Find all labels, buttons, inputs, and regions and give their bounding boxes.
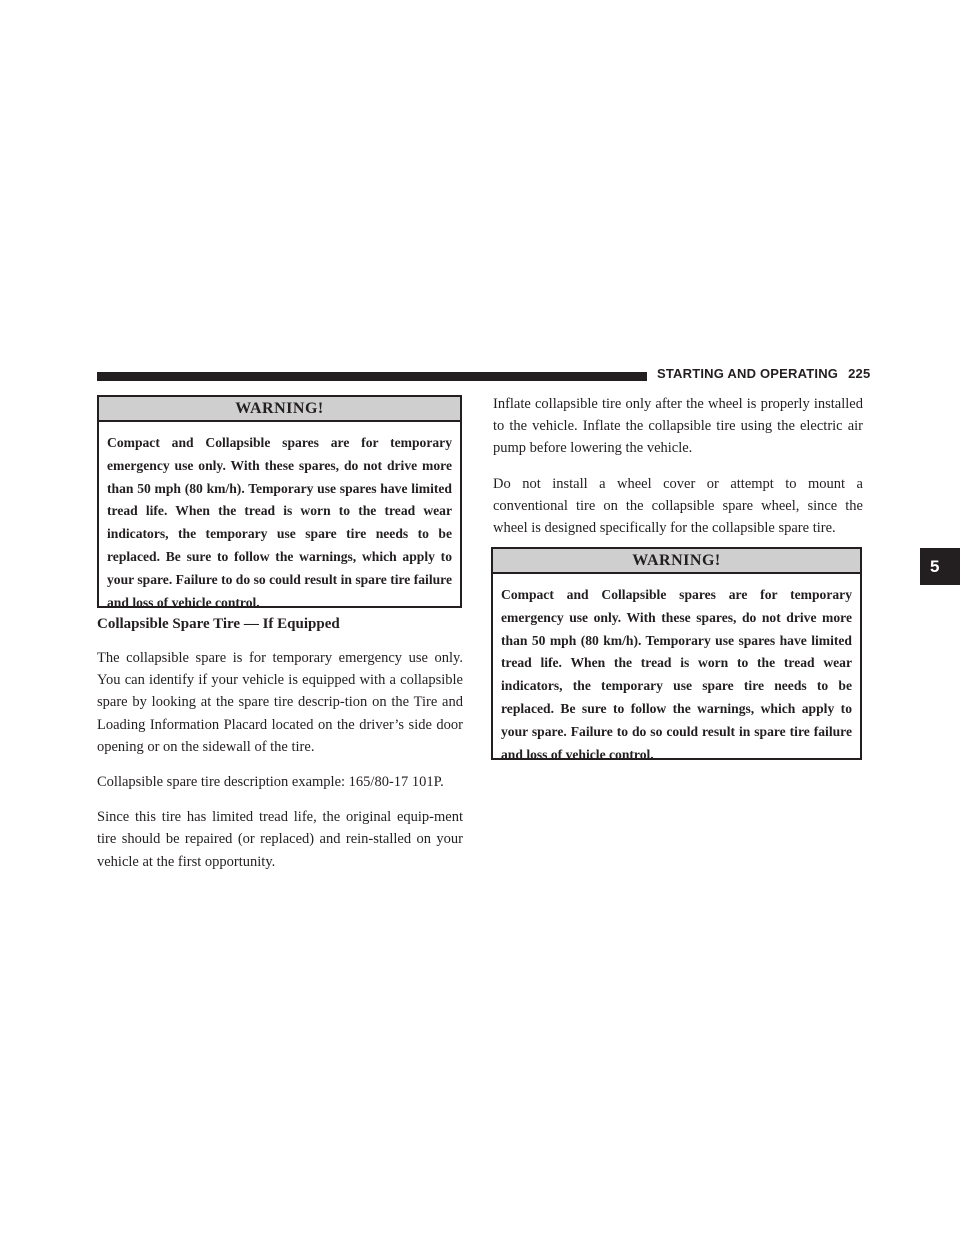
page-number: 225 — [848, 366, 871, 381]
header-rule — [97, 372, 647, 381]
warning-box-2 — [491, 547, 862, 760]
warning-box-1 — [97, 395, 462, 608]
chapter-number: 5 — [930, 556, 940, 576]
right-column — [493, 393, 863, 552]
running-header — [657, 366, 870, 381]
paragraph: Inflate collapsible tire only after the wheel is properly installed to the vehicle. Inflate the collapsible tire using the electric air pump before lowering the vehicle. — [493, 396, 863, 457]
warning-title: WARNING! — [99, 397, 460, 422]
section-heading: Collapsible Spare Tire — If Equipped — [97, 616, 340, 632]
chapter-tab — [920, 548, 960, 585]
warning-text: Compact and Collapsible spares are for temporary emergency use only. With these spares, do not drive more than 50 mph (80 km/h). Temporary use spares have limited tread life. When the tread is worn to the tread wear indicators, the temporary use spare tire needs to be replaced. Be sure to follow the warnings, which apply to your spare. Failure to do so could result in spare tire failure and loss of vehicle control. — [501, 587, 852, 762]
paragraph: Do not install a wheel cover or attempt to mount a conventional tire on the collapsible spare wheel, since the wheel is designed specifically for the collapsible spare tire. — [493, 475, 863, 537]
paragraph: Since this tire has limited tread life, the original equip-ment tire should be repaired (or replaced) and rein-stalled on your vehicle at the first opportunity. — [97, 809, 463, 870]
section-title: STARTING AND OPERATING — [657, 366, 839, 381]
left-column — [97, 614, 463, 886]
warning-text: Compact and Collapsible spares are for temporary emergency use only. With these spares, do not drive more than 50 mph (80 km/h). Temporary use spares have limited tread life. When the tread is worn to the tread wear indicators, the temporary use spare tire needs to be replaced. Be sure to follow the warnings, which apply to your spare. Failure to do so could result in spare tire failure and loss of vehicle control. — [107, 435, 452, 610]
warning-title: WARNING! — [493, 549, 860, 574]
paragraph: The collapsible spare is for temporary emergency use only. You can identify if your vehicle is equipped with a collapsible spare by looking at the spare tire descrip-tion on the Tire and Loading Information Placard located on the driver’s side door opening or on the sidewall of the tire. — [97, 650, 463, 755]
paragraph: Collapsible spare tire description example: 165/80-17 101P. — [97, 774, 444, 791]
